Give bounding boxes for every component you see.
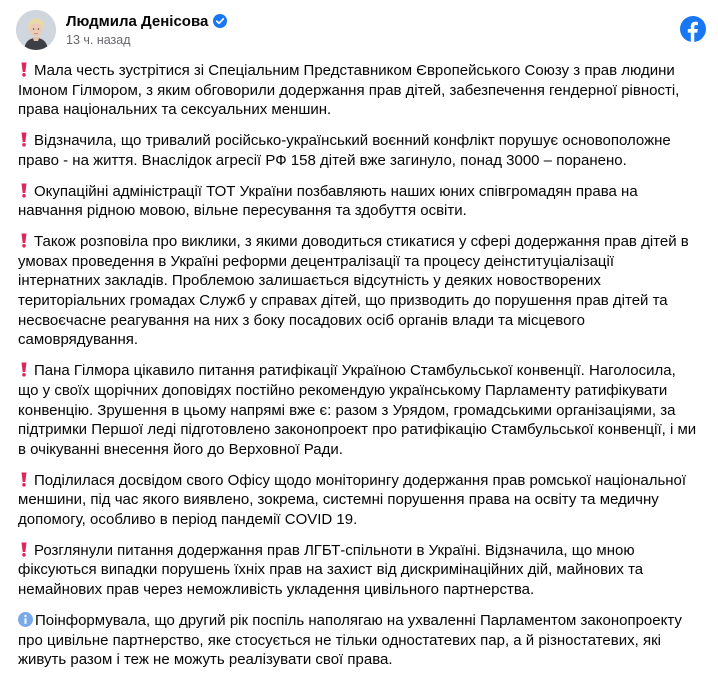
exclamation-icon <box>18 472 30 487</box>
paragraph-text: Відзначила, що тривалий російсько-український воєнний конфлікт порушує основоположне право - на життя. Внаслідок агресії РФ 158 дітей вже загинуло, понад 3000 – поранено. <box>18 132 671 169</box>
paragraph-text: Поділилася досвідом свого Офісу щодо моніторингу додержання прав ромської національної меншини, під час якого виявлено, зокрема, системні порушення права на освіту та медичну допомогу, особливо в період пандемії COVID 19. <box>18 471 687 529</box>
exclamation-icon <box>18 362 30 377</box>
post-header <box>16 10 706 50</box>
paragraph-text: Мала честь зустрітися зі Спеціальним Представником Європейського Союзу з прав людини Імоном Гілмором, з яким обговорили додержання прав дітей, забезпечення гендерної рівності, права національних та сексуальних меншин. <box>18 62 680 119</box>
post-paragraph <box>18 131 700 170</box>
exclamation-icon <box>18 62 30 77</box>
post-paragraph <box>18 361 700 460</box>
exclamation-icon <box>18 542 30 557</box>
post-paragraph <box>18 232 700 350</box>
post-timestamp[interactable]: 13 ч. назад <box>66 33 131 47</box>
paragraph-text: Окупаційні адміністрації ТОТ України позбавляють наших юних співгромадян права на навчання рідною мовою, вільне пересування та здобуття освіти. <box>18 182 638 220</box>
post-paragraph <box>18 182 700 221</box>
author-name[interactable]: Людмила Денісова <box>66 12 209 30</box>
verified-badge-icon <box>213 14 227 28</box>
post-paragraph <box>18 611 700 670</box>
post-paragraph <box>18 471 700 530</box>
paragraph-text: Пана Гілмора цікавило питання ратифікації Україною Стамбульської конвенції. Наголосила, що у своїх щорічних доповідях постійно рекомендую українському Парламенту ратифікувати конвенцію. Зрушення в цьому напрямі вже є: разом з Урядом, громадськими організаціями, за підтримки Першої леді підготовлено законопроект про ратифікацію Стамбульської конвенції, і ми в очікуванні внесення його до Верховної Ради. <box>18 362 697 458</box>
avatar[interactable] <box>16 10 56 50</box>
post-paragraph <box>18 541 700 600</box>
exclamation-icon <box>18 183 30 198</box>
paragraph-text: Також розповіла про виклики, з якими доводиться стикатися у сфері додержання прав дітей в умовах проведення в Україні реформи децентралізації та процесу деінституціалізації інтернатних закладів. Проблемою залишається відсутність у деяких новостворених територіальних громадах Служб у справах дітей, що призводить до порушення прав дітей та несвоєчасне реагування на них з боку посадових осіб органів влади та місцевого самоврядування. <box>18 232 689 349</box>
paragraph-text: Поінформувала, що другий рік поспіль наполягаю на ухваленні Парламентом законопроекту про цивільне партнерство, яке стосується не тільки одностатевих пар, а й різностатевих, які живуть разом і теж не можуть реалізувати свої права. <box>18 611 682 669</box>
author-block <box>66 11 227 48</box>
exclamation-icon <box>18 233 30 248</box>
post-paragraph <box>18 61 700 120</box>
exclamation-icon <box>18 132 30 147</box>
paragraph-text: Розглянули питання додержання прав ЛГБТ-спільноти в Україні. Відзначила, що мною фіксуються випадки порушень їхніх прав на захист від дискримінаційних дій, майнових та немайнових прав через неможливість укладення цивільного партнерства. <box>18 541 644 599</box>
post-body <box>18 61 700 681</box>
info-icon <box>18 612 33 627</box>
facebook-logo-icon[interactable] <box>680 16 706 42</box>
avatar-photo-icon <box>16 10 56 50</box>
